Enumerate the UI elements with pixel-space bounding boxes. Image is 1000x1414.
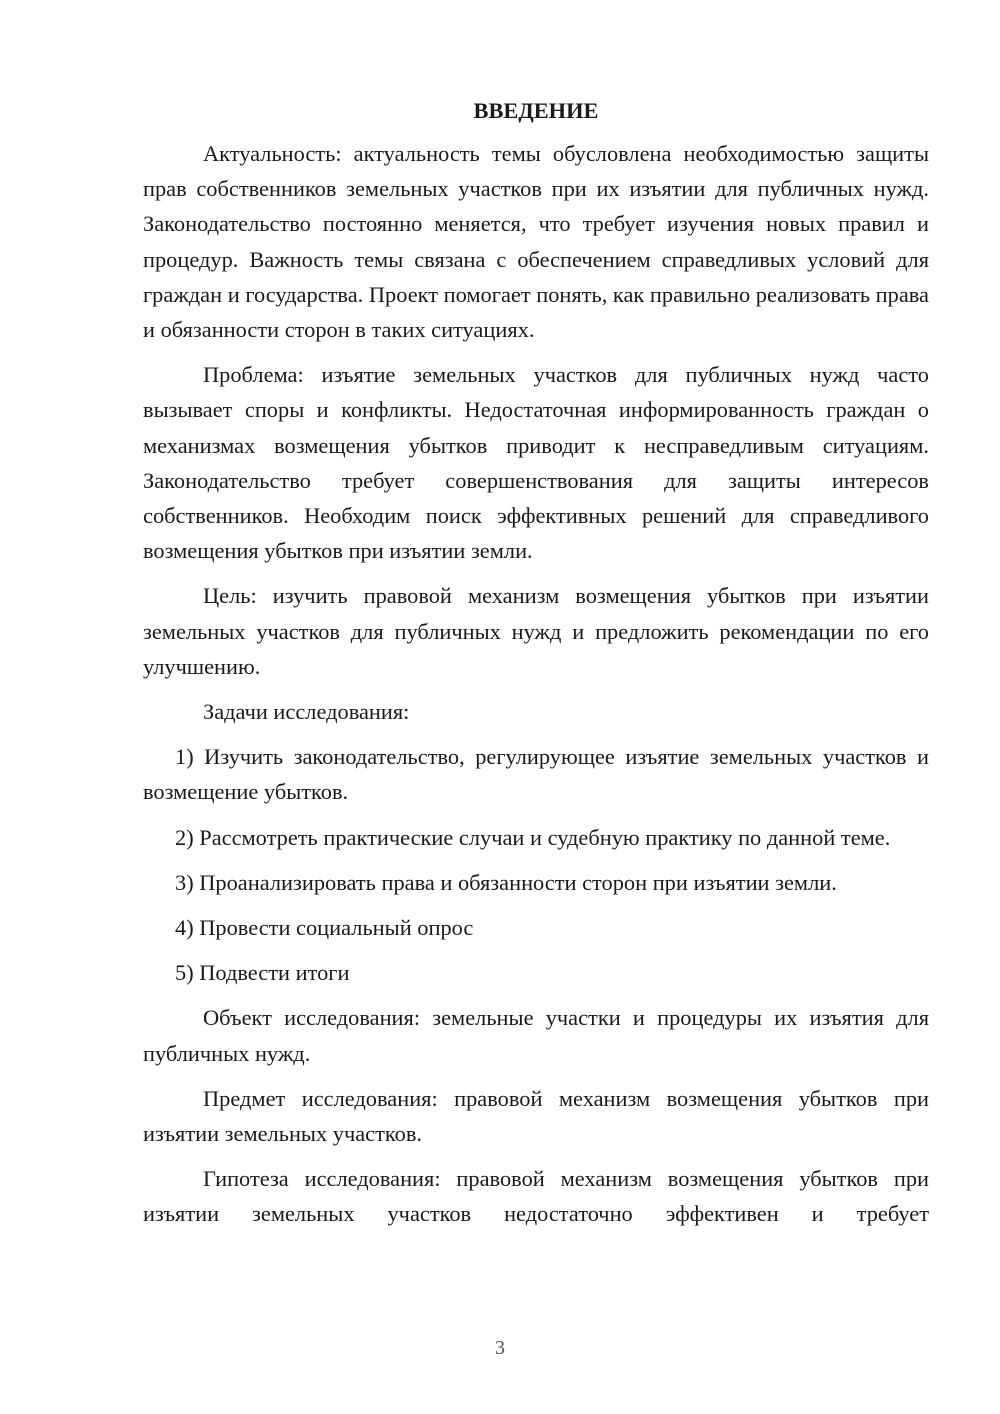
task-item: 2) Рассмотреть практические случаи и судебную практику по данной теме.	[175, 824, 891, 850]
goal-paragraph: Цель: изучить правовой механизм возмещения убытков при изъятии земельных участков для публичных нужд и предложить рекомендации по его улучшению.	[143, 583, 929, 679]
task-item: 4) Провести социальный опрос	[175, 915, 474, 941]
page-content	[143, 96, 929, 1232]
subject-paragraph: Предмет исследования: правовой механизм возмещения убытков при изъятии земельных участков.	[143, 1085, 929, 1147]
tasks-heading: Задачи исследования:	[203, 699, 410, 725]
task-item: 1) Изучить законодательство, регулирующее изъятие земельных участков и возмещение убытков.	[143, 744, 929, 805]
task-item: 3) Проанализировать права и обязанности сторон при изъятии земли.	[175, 869, 837, 895]
object-paragraph: Объект исследования: земельные участки и процедуры их изъятия для публичных нужд.	[143, 1005, 929, 1066]
page-number: 3	[495, 1337, 505, 1359]
relevance-paragraph: Актуальность: актуальность темы обусловлена необходимостью защиты прав собственников земельных участков при их изъятии для публичных нужд. Законодательство постоянно меняется, что требует изучения новых правил и процедур. Важность темы связана с обеспечением справедливых условий для граждан и государства. Проект помогает понять, как правильно реализовать права и обязанности сторон в таких ситуациях.	[143, 141, 929, 343]
section-title: ВВЕДЕНИЕ	[473, 98, 599, 123]
task-item: 5) Подвести итоги	[175, 960, 350, 986]
problem-paragraph: Проблема: изъятие земельных участков для публичных нужд часто вызывает споры и конфликты. Недостаточная информированность граждан о механизмах возмещения убытков приводит к несправедливым ситуациям. Законодательство требует совершенствования для защиты интересов собственников. Необходим поиск эффективных решений для справедливого возмещения убытков при изъятии земли.	[143, 362, 929, 564]
hypothesis-paragraph: Гипотеза исследования: правовой механизм возмещения убытков при изъятии земельных участков недостаточно эффективен и требует	[143, 1166, 929, 1227]
